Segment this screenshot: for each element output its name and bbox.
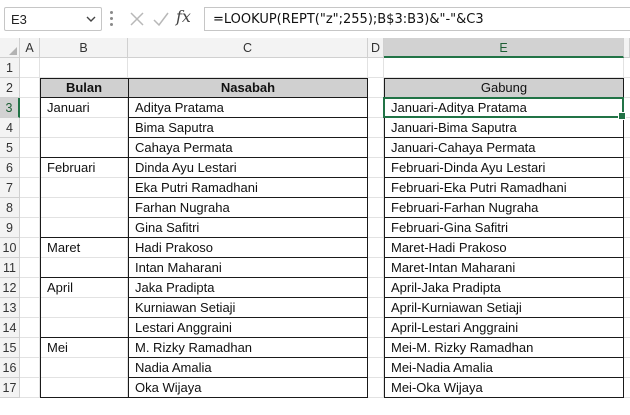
cancel-icon[interactable] (127, 9, 147, 29)
cell-bulan[interactable] (40, 138, 128, 158)
row-header-12[interactable]: 12 (0, 278, 20, 298)
cell-gabung[interactable]: Mei-Oka Wijaya (391, 380, 483, 395)
cell-gabung[interactable]: Januari-Bima Saputra (391, 120, 517, 135)
formula-bar-area (0, 0, 630, 39)
cell-bulan[interactable] (40, 198, 128, 218)
chevron-down-icon[interactable] (85, 13, 97, 25)
cell-nasabah[interactable]: Hadi Prakoso (135, 240, 214, 255)
cell-gabung[interactable]: Mei-M. Rizky Ramadhan (391, 340, 534, 355)
active-cell-e3[interactable] (383, 97, 624, 118)
cell-nasabah[interactable]: Nadia Amalia (135, 360, 212, 375)
cell-nasabah[interactable]: Eka Putri Ramadhani (135, 180, 258, 195)
cell-gabung[interactable]: Maret-Hadi Prakoso (391, 240, 507, 255)
cell-bulan[interactable] (40, 178, 128, 198)
row-header-15[interactable]: 15 (0, 338, 20, 358)
row-header-14[interactable]: 14 (0, 318, 20, 338)
cell-bulan[interactable] (40, 378, 128, 398)
worksheet-grid[interactable] (0, 38, 630, 415)
row-header-4[interactable]: 4 (0, 118, 20, 138)
cell-gabung[interactable]: Mei-Nadia Amalia (391, 360, 493, 375)
cell-nasabah[interactable]: Aditya Pratama (135, 100, 224, 115)
cell-bulan[interactable]: Januari (47, 100, 90, 115)
cell-nasabah[interactable]: Jaka Pradipta (135, 280, 215, 295)
cell-nasabah[interactable]: Intan Maharani (135, 260, 222, 275)
cell-nasabah[interactable]: Cahaya Permata (135, 140, 233, 155)
more-options-icon[interactable] (110, 11, 114, 27)
row-header-9[interactable]: 9 (0, 218, 20, 238)
row-header-10[interactable]: 10 (0, 238, 20, 258)
column-header-f[interactable] (624, 38, 630, 58)
cell-nasabah[interactable]: Bima Saputra (135, 120, 214, 135)
column-header-d[interactable]: D (368, 38, 384, 58)
cell-gabung[interactable]: Februari-Eka Putri Ramadhani (391, 180, 567, 195)
select-all-button[interactable] (0, 38, 20, 58)
cell-nasabah[interactable]: Kurniawan Setiaji (135, 300, 236, 315)
cell-bulan[interactable] (40, 298, 128, 318)
header-bulan: Bulan (40, 78, 128, 98)
cell-bulan[interactable] (40, 318, 128, 338)
cell-gabung[interactable]: Maret-Intan Maharani (391, 260, 516, 275)
cell-nasabah[interactable]: M. Rizky Ramadhan (135, 340, 253, 355)
row-header-1[interactable]: 1 (0, 58, 20, 78)
insert-function-icon[interactable]: fx (176, 7, 191, 26)
cell-gabung[interactable]: Januari-Aditya Pratama (391, 100, 527, 115)
cell-gabung[interactable]: Februari-Dinda Ayu Lestari (391, 160, 546, 175)
column-header-e[interactable]: E (384, 38, 624, 58)
cell-bulan[interactable] (40, 358, 128, 378)
cell-nasabah[interactable]: Dinda Ayu Lestari (135, 160, 237, 175)
cell-gabung[interactable]: April-Kurniawan Setiaji (391, 300, 522, 315)
name-box[interactable] (4, 7, 102, 31)
cell-bulan[interactable] (40, 218, 128, 238)
cell-bulan[interactable] (40, 118, 128, 138)
column-header-b[interactable]: B (40, 38, 128, 58)
row-header-16[interactable]: 16 (0, 358, 20, 378)
row-header-8[interactable]: 8 (0, 198, 20, 218)
cell-nasabah[interactable]: Oka Wijaya (135, 380, 202, 395)
formula-input[interactable] (204, 7, 630, 31)
formula-text: =LOOKUP(REPT("z";255);B$3:B3)&"-"&C3 (213, 12, 484, 27)
cell-bulan[interactable]: Februari (47, 160, 96, 175)
enter-check-icon[interactable] (151, 9, 171, 29)
cell-nasabah[interactable]: Lestari Anggraini (135, 320, 232, 335)
cell-gabung[interactable]: Februari-Gina Safitri (391, 220, 509, 235)
cell-bulan[interactable]: Mei (47, 340, 68, 355)
cell-gabung[interactable]: April-Jaka Pradipta (391, 280, 501, 295)
header-gabung: Gabung (384, 78, 624, 98)
row-header-3[interactable]: 3 (0, 98, 20, 118)
cell-bulan[interactable]: April (47, 280, 74, 295)
row-header-7[interactable]: 7 (0, 178, 20, 198)
cell-nasabah[interactable]: Farhan Nugraha (135, 200, 230, 215)
row-header-6[interactable]: 6 (0, 158, 20, 178)
name-box-value: E3 (11, 12, 27, 27)
cell-bulan[interactable]: Maret (47, 240, 81, 255)
row-header-11[interactable]: 11 (0, 258, 20, 278)
fill-handle[interactable] (618, 112, 626, 120)
column-header-c[interactable]: C (128, 38, 368, 58)
row-header-13[interactable]: 13 (0, 298, 20, 318)
cell-bulan[interactable] (40, 258, 128, 278)
cell-gabung[interactable]: Februari-Farhan Nugraha (391, 200, 539, 215)
row-header-5[interactable]: 5 (0, 138, 20, 158)
cell-nasabah[interactable]: Gina Safitri (135, 220, 200, 235)
row-header-17[interactable]: 17 (0, 378, 20, 398)
cell-gabung[interactable]: April-Lestari Anggraini (391, 320, 519, 335)
row-header-2[interactable]: 2 (0, 78, 20, 98)
column-header-a[interactable]: A (20, 38, 40, 58)
header-nasabah: Nasabah (128, 78, 368, 98)
cell-gabung[interactable]: Januari-Cahaya Permata (391, 140, 536, 155)
